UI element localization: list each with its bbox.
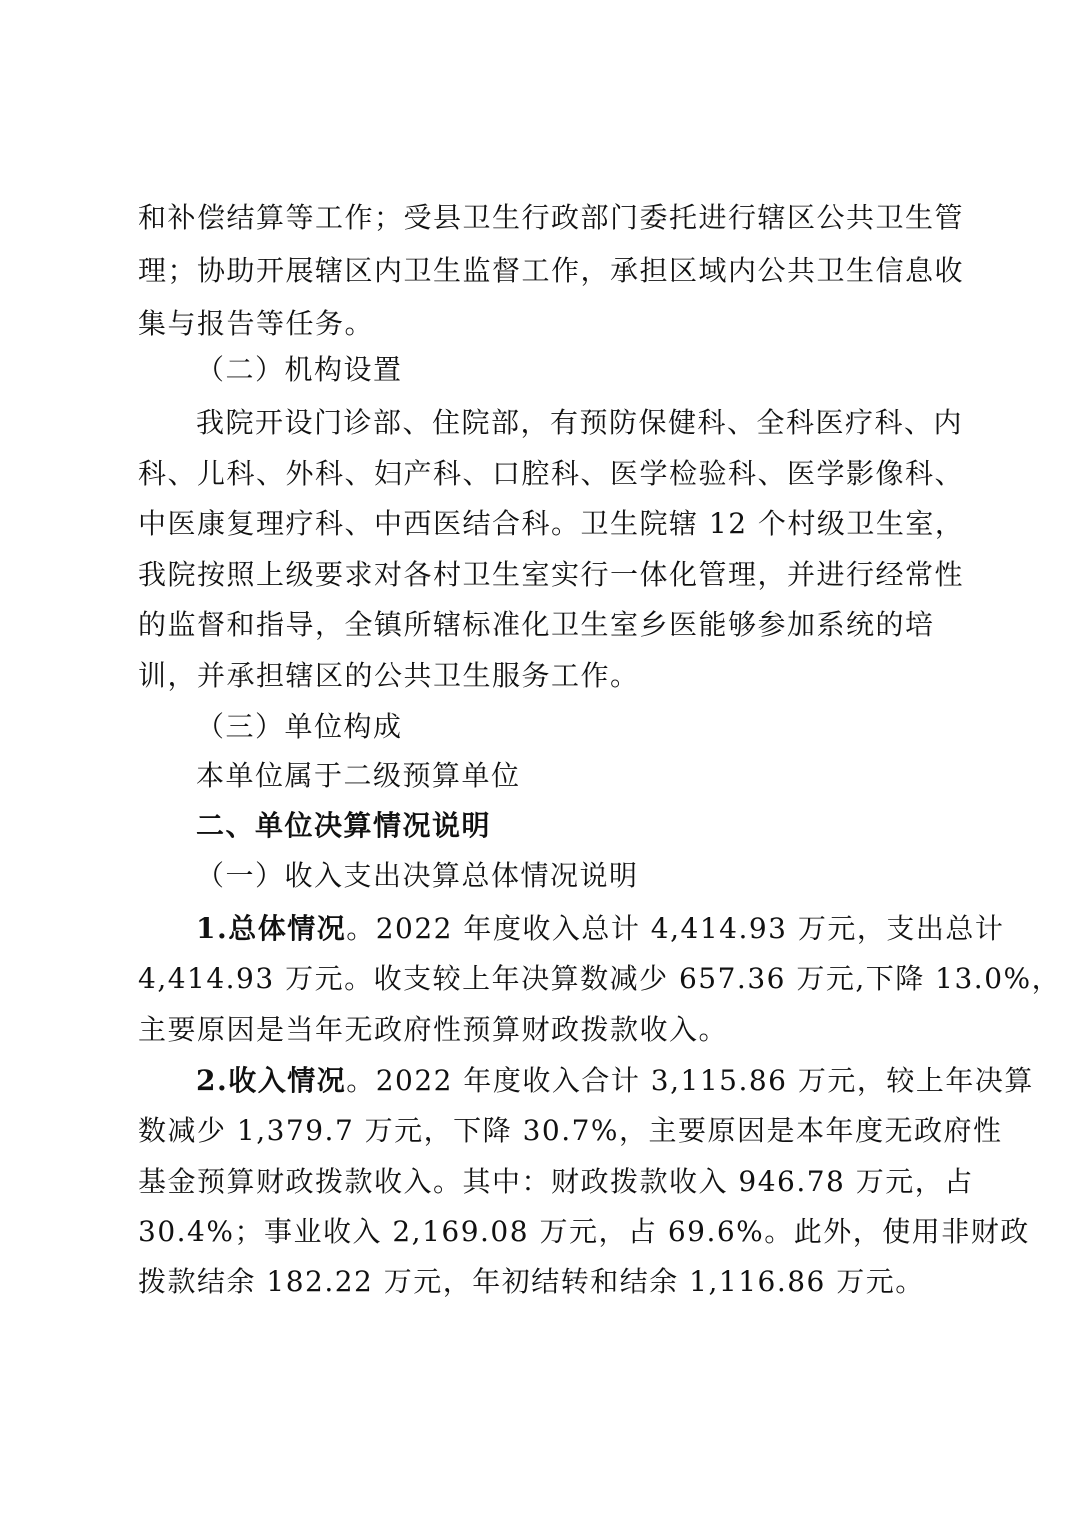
text-line: 基金预算财政拨款收入。其中：财政拨款收入 946.78 万元，占 — [138, 1165, 974, 1198]
chapter-heading: 二、单位决算情况说明 — [196, 809, 492, 842]
text-line: 和补偿结算等工作；受县卫生行政部门委托进行辖区公共卫生管 — [138, 201, 965, 234]
text-line: 科、儿科、外科、妇产科、口腔科、医学检验科、医学影像科、 — [138, 457, 965, 490]
text-line: 我院开设门诊部、住院部，有预防保健科、全科医疗科、内 — [196, 406, 964, 439]
paragraph-text: 。2022 年度收入合计 3,115.86 万元，较上年决算 — [346, 1064, 1034, 1097]
text-line: 主要原因是当年无政府性预算财政拨款收入。 — [138, 1013, 729, 1046]
section-heading: （一）收入支出决算总体情况说明 — [196, 859, 639, 892]
text-line: 我院按照上级要求对各村卫生室实行一体化管理，并进行经常性 — [138, 558, 965, 591]
text-line: 30.4%；事业收入 2,169.08 万元，占 69.6%。此外，使用非财政 — [138, 1215, 1030, 1248]
text-line: 中医康复理疗科、中西医结合科。卫生院辖 12 个村级卫生室， — [138, 507, 965, 540]
paragraph-text: 。2022 年度收入总计 4,414.93 万元，支出总计 — [346, 912, 1005, 945]
text-line: 集与报告等任务。 — [138, 307, 375, 340]
text-line: 拨款结余 182.22 万元，年初结转和结余 1,116.86 万元。 — [138, 1265, 925, 1298]
paragraph-overall-line-1 — [196, 911, 1005, 947]
text-line: 本单位属于二级预算单位 — [196, 759, 521, 792]
paragraph-lead: 1.总体情况 — [196, 912, 347, 945]
paragraph-income-line-1 — [196, 1063, 1034, 1099]
text-line: 4,414.93 万元。收支较上年决算数减少 657.36 万元,下降 13.0%， — [138, 962, 1062, 995]
section-heading: （三）单位构成 — [196, 710, 403, 743]
paragraph-lead: 2.收入情况 — [196, 1064, 347, 1097]
section-heading: （二）机构设置 — [196, 353, 403, 386]
text-line: 理；协助开展辖区内卫生监督工作，承担区域内公共卫生信息收 — [138, 254, 965, 287]
text-line: 训，并承担辖区的公共卫生服务工作。 — [138, 659, 640, 692]
text-line: 的监督和指导，全镇所辖标准化卫生室乡医能够参加系统的培 — [138, 608, 935, 641]
text-line: 数减少 1,379.7 万元，下降 30.7%，主要原因是本年度无政府性 — [138, 1114, 1003, 1147]
